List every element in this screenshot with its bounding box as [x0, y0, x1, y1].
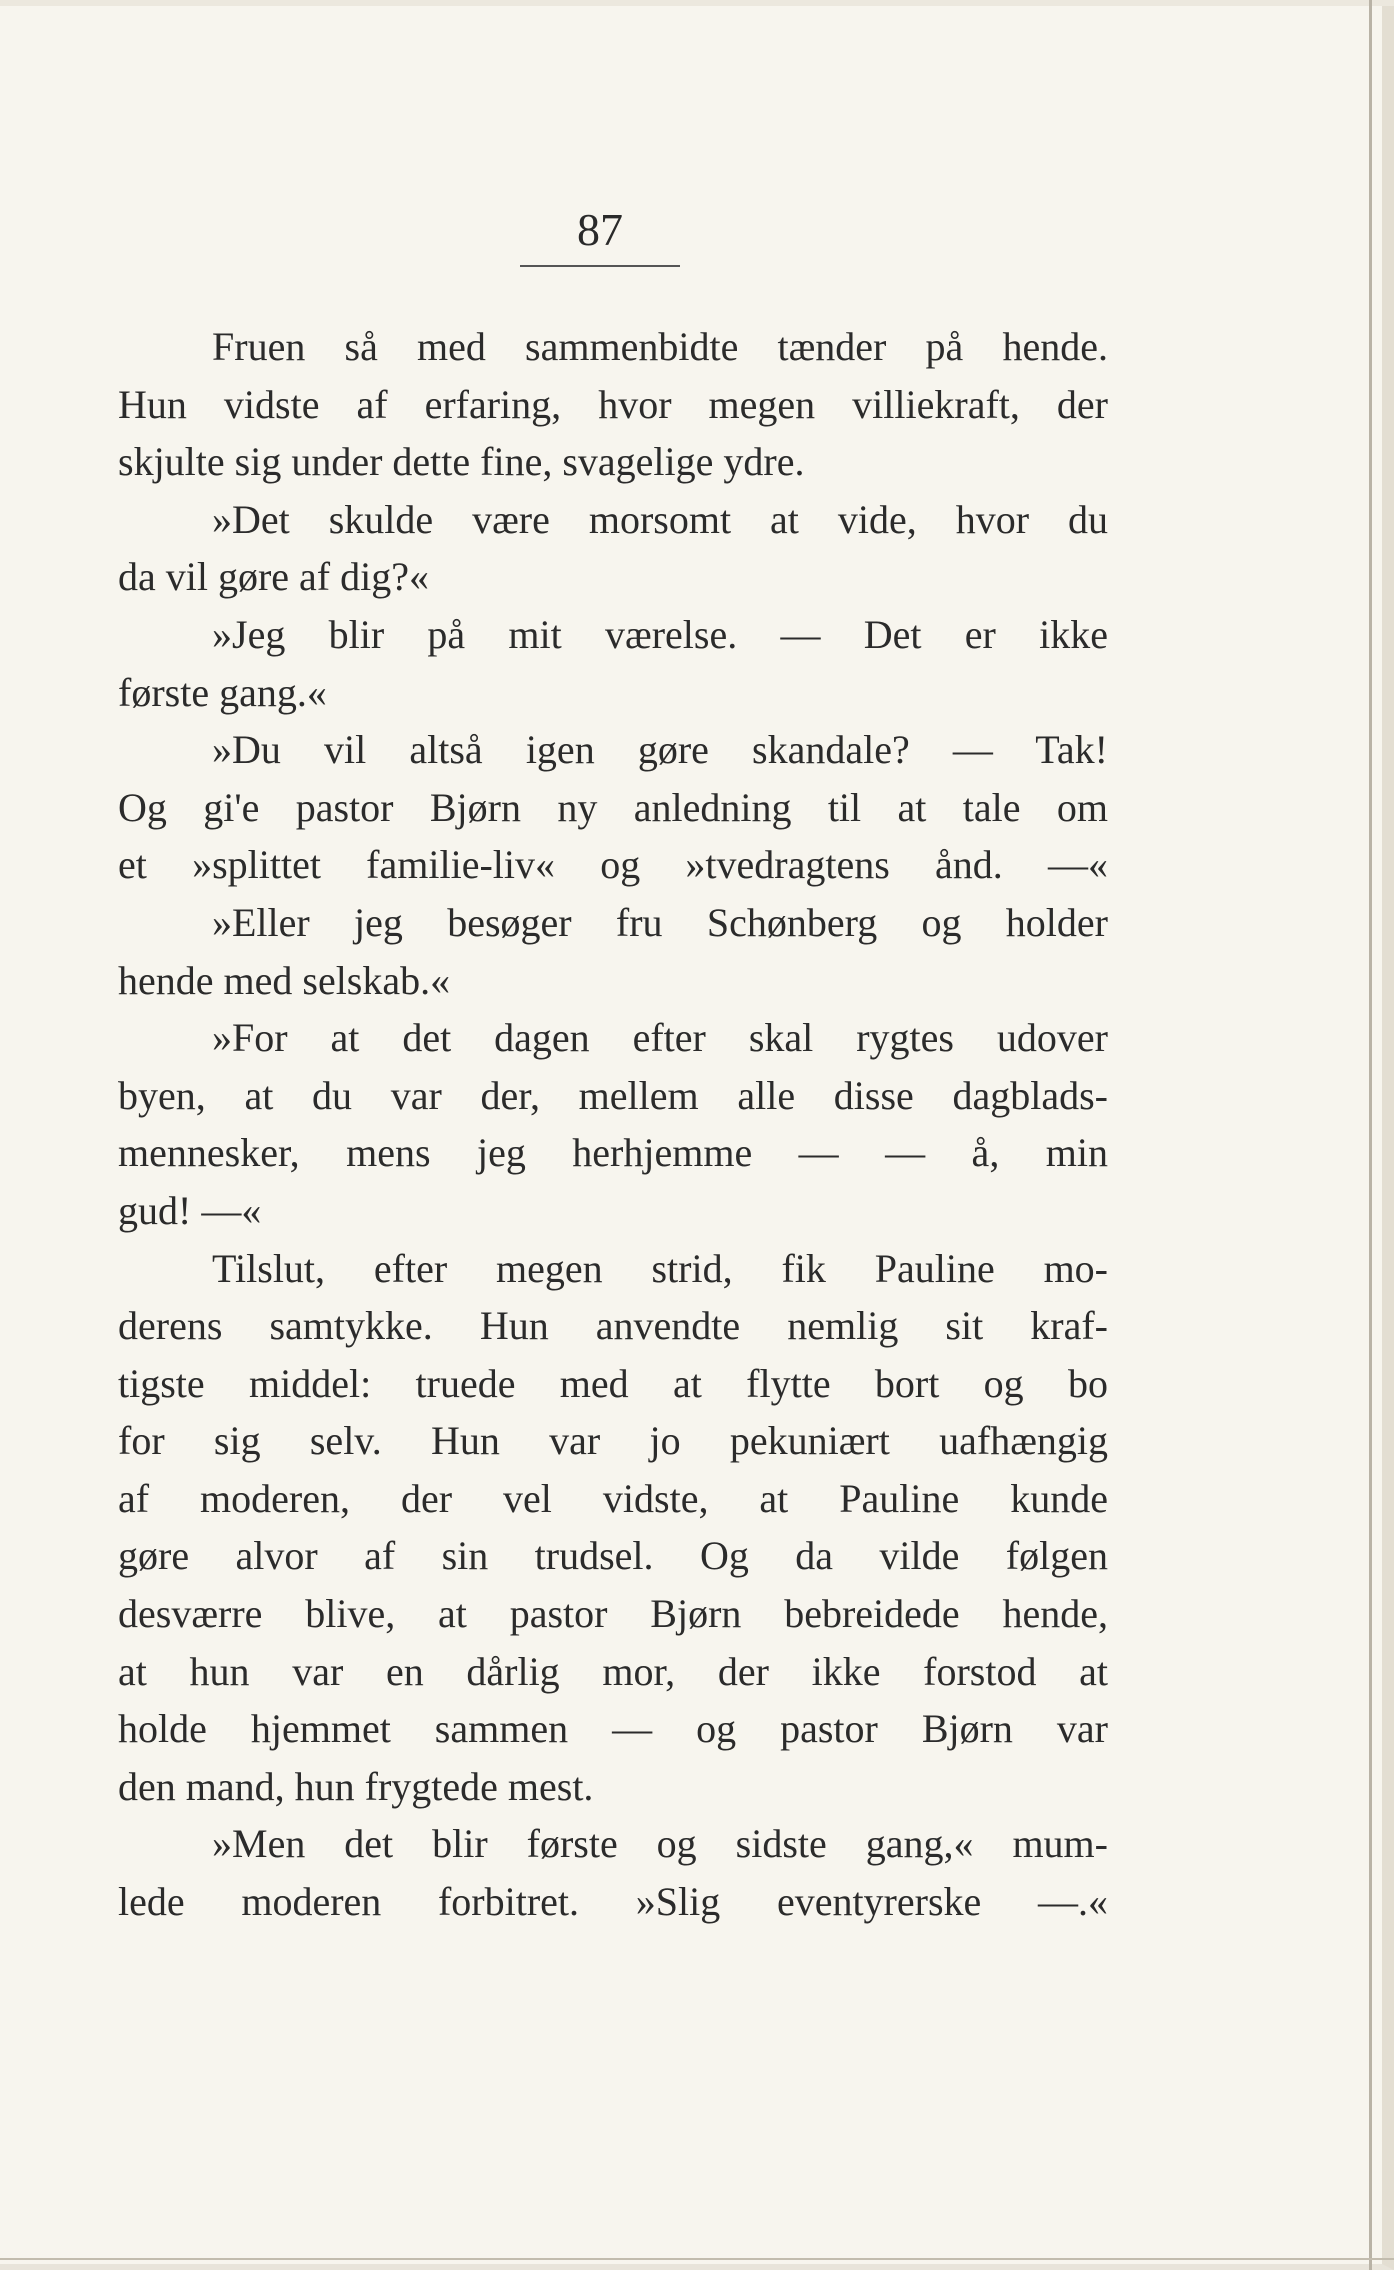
text-line: et »splittet familie-liv« og »tvedragtens ånd. —« [118, 842, 1108, 888]
text-line: »For at det dagen efter skal rygtes udover [212, 1015, 1108, 1061]
text-line: »Men det blir første og sidste gang,« mum- [212, 1821, 1108, 1867]
text-line: Hun vidste af erfaring, hvor megen villiekraft, der [118, 381, 1108, 427]
text-line: at hun var en dårlig mor, der ikke forstod at [118, 1648, 1108, 1694]
page-top-edge [0, 0, 1394, 6]
text-line: da vil gøre af dig?« [118, 554, 429, 600]
page-number-rule [520, 265, 680, 267]
text-line: gud! —« [118, 1187, 262, 1233]
text-line: byen, at du var der, mellem alle disse dagblads- [118, 1072, 1108, 1118]
page-number-container [520, 200, 680, 260]
page-number: 87 [577, 204, 623, 255]
text-line: hende med selskab.« [118, 957, 451, 1003]
text-line: den mand, hun frygtede mest. [118, 1763, 594, 1809]
text-line: derens samtykke. Hun anvendte nemlig sit kraf- [118, 1303, 1108, 1349]
text-line: »Det skulde være morsomt at vide, hvor du [212, 496, 1108, 542]
text-line: gøre alvor af sin trudsel. Og da vilde følgen [118, 1533, 1108, 1579]
text-line: for sig selv. Hun var jo pekuniært uafhængig [118, 1418, 1108, 1464]
text-line: »Jeg blir på mit værelse. — Det er ikke [212, 611, 1108, 657]
text-line: tigste middel: truede med at flytte bort og bo [118, 1360, 1108, 1406]
text-line: skjulte sig under dette fine, svagelige ydre. [118, 439, 805, 485]
body-text [118, 318, 1108, 1931]
text-line: Fruen så med sammenbidte tænder på hende. [212, 324, 1108, 369]
text-line: Og gi'e pastor Bjørn ny anledning til at tale om [118, 784, 1108, 830]
text-line: »Eller jeg besøger fru Schønberg og holder [212, 899, 1108, 945]
text-line: desværre blive, at pastor Bjørn bebreidede hende, [118, 1591, 1108, 1637]
text-line: første gang.« [118, 669, 327, 715]
text-line: »Du vil altså igen gøre skandale? — Tak! [212, 727, 1108, 773]
page-bottom-edge [0, 2258, 1394, 2260]
text-line: af moderen, der vel vidste, at Pauline kunde [118, 1475, 1108, 1521]
text-line: mennesker, mens jeg herhjemme — — å, min [118, 1130, 1108, 1176]
text-line: lede moderen forbitret. »Slig eventyrerske —.« [118, 1879, 1108, 1925]
page-right-edge [1369, 0, 1372, 2270]
text-line: holde hjemmet sammen — og pastor Bjørn var [118, 1706, 1108, 1752]
text-line: Tilslut, efter megen strid, fik Pauline mo- [212, 1245, 1108, 1291]
